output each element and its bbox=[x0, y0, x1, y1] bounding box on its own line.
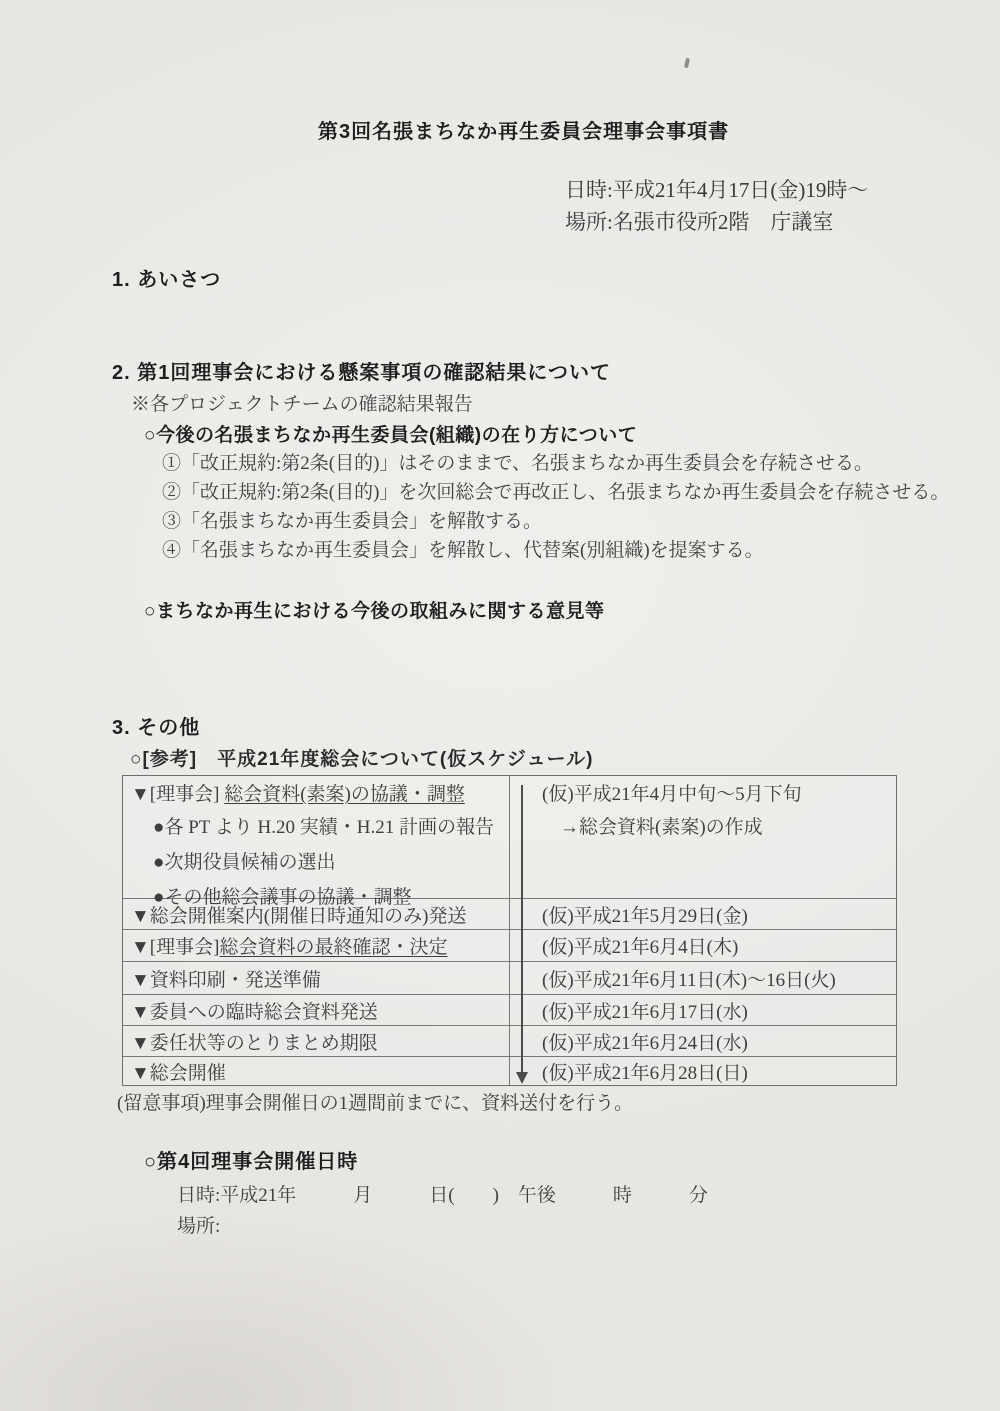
next-meeting-heading: ○第4回理事会開催日時 bbox=[144, 1151, 359, 1173]
table-row bbox=[123, 899, 896, 930]
schedule-table bbox=[122, 775, 897, 1086]
task-cell: ▼総会開催案内(開催日時通知のみ)発送 bbox=[123, 899, 510, 929]
table-row bbox=[123, 1026, 896, 1057]
date-cell: (仮)平成21年5月29日(金) bbox=[542, 905, 748, 927]
subtask: ●各 PT より H.20 実績・H.21 計画の報告 bbox=[153, 817, 494, 838]
next-meeting-datetime-blank: 日時:平成21年 月 日( ) 午後 時 分 bbox=[177, 1185, 708, 1206]
option-4: ④「名張まちなか再生委員会」を解散し、代替案(別組織)を提案する。 bbox=[162, 540, 764, 561]
section1-heading: 1. あいさつ bbox=[112, 269, 222, 291]
option-2: ②「改正規約:第2条(目的)」を次回総会で再改正し、名張まちなか再生委員会を存続させる。 bbox=[162, 482, 950, 503]
meeting-datetime: 日時:平成21年4月17日(金)19時〜 bbox=[565, 178, 869, 202]
date-cell: (仮)平成21年6月17日(水) bbox=[542, 1001, 748, 1023]
section3-reference: ○[参考] 平成21年度総会について(仮スケジュール) bbox=[130, 749, 594, 770]
task-prefix: ▼[理事会] bbox=[131, 937, 220, 958]
task-prefix: ▼[理事会] bbox=[131, 784, 225, 805]
table-row bbox=[123, 962, 896, 995]
meeting-location: 場所:名張市役所2階 庁議室 bbox=[565, 210, 834, 234]
section2-heading: 2. 第1回理事会における懸案事項の確認結果について bbox=[112, 362, 611, 384]
section2-note: ※各プロジェクトチームの確認結果報告 bbox=[131, 394, 473, 415]
table-row bbox=[123, 776, 896, 908]
schedule-note: (留意事項)理事会開催日の1週間前までに、資料送付を行う。 bbox=[117, 1093, 634, 1114]
date-cell: (仮)平成21年6月24日(水) bbox=[542, 1032, 748, 1054]
subtask: ●次期役員候補の選出 bbox=[153, 852, 336, 873]
task-underlined: 総会資料の最終確認・決定 bbox=[219, 937, 448, 958]
task-cell: ▼委員への臨時総会資料発送 bbox=[123, 995, 510, 1025]
next-meeting-location-blank: 場所: bbox=[177, 1216, 221, 1237]
table-row bbox=[123, 995, 896, 1026]
section3-heading: 3. その他 bbox=[112, 717, 201, 739]
date-line: →総会資料(素案)の作成 bbox=[560, 817, 763, 838]
task-cell: ▼資料印刷・発送準備 bbox=[123, 962, 510, 994]
task-cell: ▼総会開催 bbox=[123, 1057, 510, 1085]
task-cell bbox=[123, 776, 510, 908]
task-underlined: 総会資料(素案)の協議・調整 bbox=[224, 784, 465, 805]
table-row bbox=[123, 1057, 896, 1085]
date-cell: (仮)平成21年6月11日(木)〜16日(火) bbox=[542, 969, 836, 991]
task-title bbox=[131, 779, 505, 810]
task-cell bbox=[123, 930, 510, 961]
section2-topic2: ○まちなか再生における今後の取組みに関する意見等 bbox=[144, 601, 605, 622]
document-title: 第3回名張まちなか再生委員会理事会事項書 bbox=[318, 121, 730, 143]
table-row bbox=[123, 930, 896, 962]
date-cell: (仮)平成21年6月28日(日) bbox=[542, 1062, 748, 1084]
schedule-flow-arrow bbox=[521, 785, 523, 1073]
date-cell: (仮)平成21年6月4日(木) bbox=[542, 937, 739, 958]
date-cell bbox=[510, 776, 896, 898]
section2-topic1: ○今後の名張まちなか再生委員会(組織)の在り方について bbox=[144, 425, 638, 446]
date-line: (仮)平成21年4月中旬〜5月下旬 bbox=[542, 784, 802, 805]
option-1: ①「改正規約:第2条(目的)」はそのままで、名張まちなか再生委員会を存続させる。 bbox=[162, 453, 874, 474]
scan-artifact bbox=[684, 58, 690, 69]
task-cell: ▼委任状等のとりまとめ期限 bbox=[123, 1026, 510, 1056]
subtask: ●その他総会議事の協議・調整 bbox=[153, 887, 412, 908]
option-3: ③「名張まちなか再生委員会」を解散する。 bbox=[162, 511, 543, 532]
